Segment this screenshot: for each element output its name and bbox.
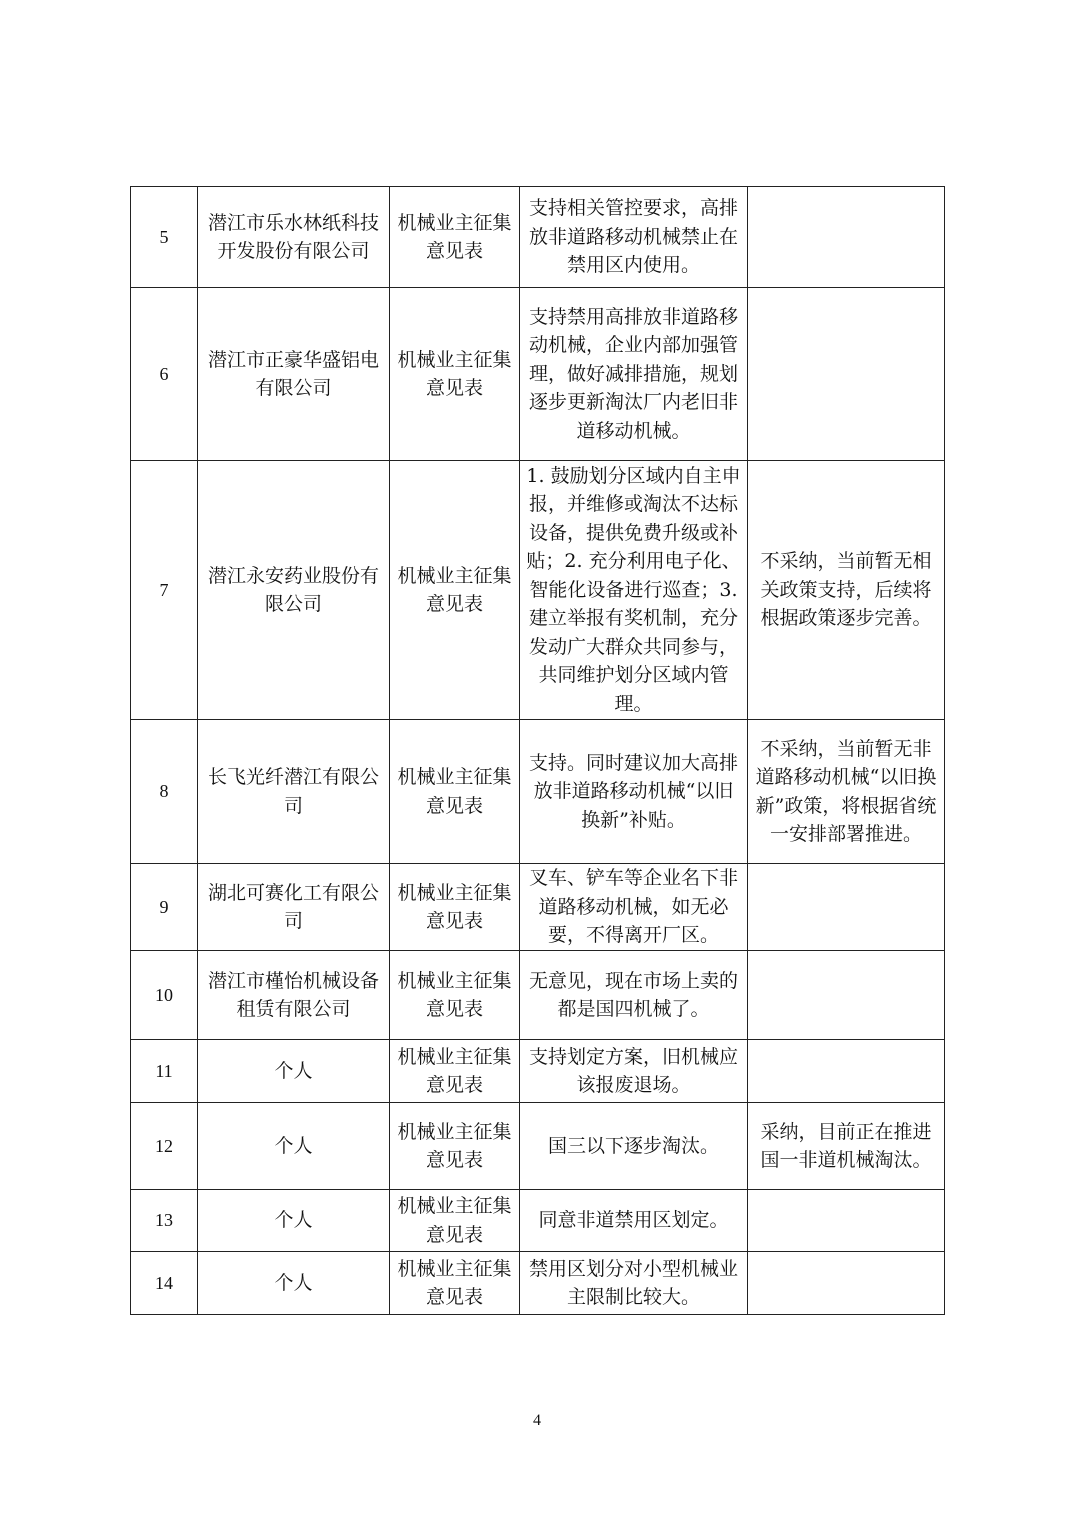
row-number: 13: [131, 1190, 198, 1252]
unit-cell: 个人: [198, 1103, 390, 1190]
response-cell: [748, 288, 945, 461]
response-cell: [748, 1040, 945, 1103]
opinion-cell: 禁用区划分对小型机械业主限制比较大。: [520, 1252, 748, 1315]
unit-cell: 潜江永安药业股份有限公司: [198, 461, 390, 720]
row-number: 14: [131, 1252, 198, 1315]
opinion-cell: 国三以下逐步淘汰。: [520, 1103, 748, 1190]
table-row: [131, 1190, 945, 1252]
table-row: [131, 1103, 945, 1190]
unit-cell: 湖北可赛化工有限公司: [198, 864, 390, 951]
source-cell: 机械业主征集意见表: [390, 1190, 520, 1252]
unit-cell: 个人: [198, 1190, 390, 1252]
row-number: 6: [131, 288, 198, 461]
response-cell: [748, 864, 945, 951]
opinion-table: [130, 186, 945, 1315]
row-number: 5: [131, 187, 198, 288]
table-row: [131, 461, 945, 720]
response-cell: 不采纳，当前暂无非道路移动机械“以旧换新”政策，将根据省统一安排部署推进。: [748, 720, 945, 864]
page-number: 4: [533, 1412, 541, 1429]
source-cell: 机械业主征集意见表: [390, 187, 520, 288]
unit-cell: 个人: [198, 1040, 390, 1103]
row-number: 8: [131, 720, 198, 864]
opinion-cell: 1. 鼓励划分区域内自主申报，并维修或淘汰不达标设备，提供免费升级或补贴；2. 充分利用电子化、智能化设备进行巡查；3. 建立举报有奖机制，充分发动广大群众共同参与，共同维护划分区域内管理。: [520, 461, 748, 720]
source-cell: 机械业主征集意见表: [390, 1103, 520, 1190]
opinion-cell: 支持划定方案，旧机械应该报废退场。: [520, 1040, 748, 1103]
unit-cell: 潜江市正豪华盛铝电有限公司: [198, 288, 390, 461]
table-row: [131, 187, 945, 288]
table-row: [131, 720, 945, 864]
unit-cell: 个人: [198, 1252, 390, 1315]
opinion-cell: 支持禁用高排放非道路移动机械，企业内部加强管理，做好减排措施，规划逐步更新淘汰厂内老旧非道移动机械。: [520, 288, 748, 461]
response-cell: 不采纳，当前暂无相关政策支持，后续将根据政策逐步完善。: [748, 461, 945, 720]
response-cell: [748, 951, 945, 1040]
row-number: 7: [131, 461, 198, 720]
row-number: 12: [131, 1103, 198, 1190]
opinion-cell: 支持相关管控要求，高排放非道路移动机械禁止在禁用区内使用。: [520, 187, 748, 288]
opinion-cell: 叉车、铲车等企业名下非道路移动机械，如无必要，不得离开厂区。: [520, 864, 748, 951]
source-cell: 机械业主征集意见表: [390, 864, 520, 951]
row-number: 9: [131, 864, 198, 951]
table-row: [131, 864, 945, 951]
response-cell: 采纳，目前正在推进国一非道机械淘汰。: [748, 1103, 945, 1190]
source-cell: 机械业主征集意见表: [390, 461, 520, 720]
unit-cell: 长飞光纤潜江有限公司: [198, 720, 390, 864]
unit-cell: 潜江市乐水林纸科技开发股份有限公司: [198, 187, 390, 288]
opinion-cell: 同意非道禁用区划定。: [520, 1190, 748, 1252]
source-cell: 机械业主征集意见表: [390, 1040, 520, 1103]
response-cell: [748, 187, 945, 288]
row-number: 10: [131, 951, 198, 1040]
opinion-cell: 无意见，现在市场上卖的都是国四机械了。: [520, 951, 748, 1040]
response-cell: [748, 1190, 945, 1252]
response-cell: [748, 1252, 945, 1315]
source-cell: 机械业主征集意见表: [390, 1252, 520, 1315]
table-row: [131, 1252, 945, 1315]
unit-cell: 潜江市槿怡机械设备租赁有限公司: [198, 951, 390, 1040]
table-row: [131, 1040, 945, 1103]
row-number: 11: [131, 1040, 198, 1103]
table-row: [131, 288, 945, 461]
opinion-cell: 支持。同时建议加大高排放非道路移动机械“以旧换新”补贴。: [520, 720, 748, 864]
table-row: [131, 951, 945, 1040]
source-cell: 机械业主征集意见表: [390, 288, 520, 461]
source-cell: 机械业主征集意见表: [390, 951, 520, 1040]
source-cell: 机械业主征集意见表: [390, 720, 520, 864]
